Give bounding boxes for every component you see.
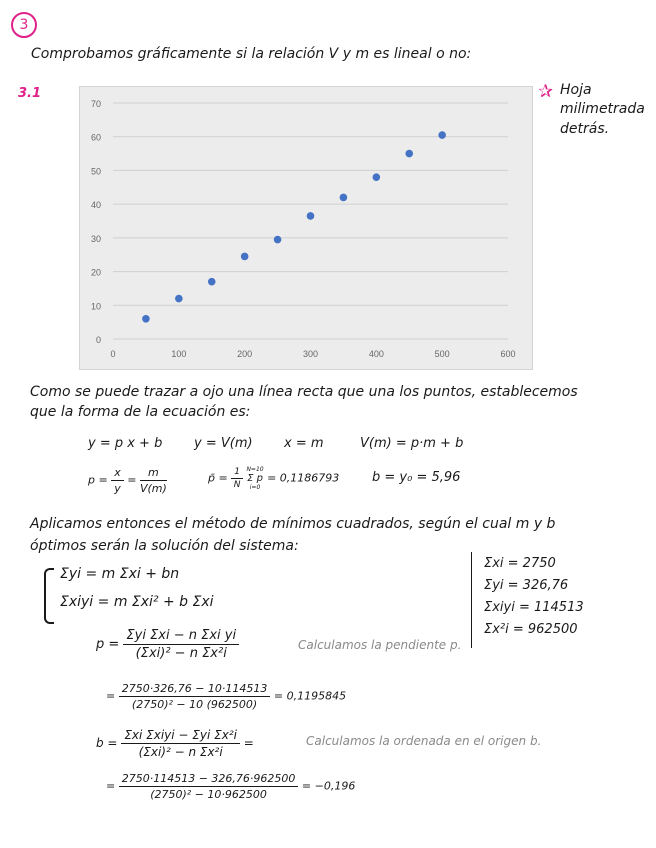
data-point xyxy=(241,253,249,261)
b-calc-den: (2750)² − 10·962500 xyxy=(150,788,267,801)
y-tick-label: 60 xyxy=(90,132,101,143)
section-number: 3 xyxy=(11,12,37,38)
b-calc-frac xyxy=(119,772,299,801)
y-tick-label: 70 xyxy=(90,99,101,109)
x-tick-label: 100 xyxy=(171,349,187,359)
sum-xiyi: Σxiyi = 114513 xyxy=(484,600,584,615)
b-calc-num: 2750·114513 − 326,76·962500 xyxy=(119,772,299,787)
eq-pbar-row xyxy=(208,466,339,491)
eq-pbar-sum: Σ p xyxy=(247,473,263,484)
data-point xyxy=(175,295,183,303)
p-calc-eq: = xyxy=(106,689,116,703)
eq-p-frac1 xyxy=(111,466,124,495)
para1-line2: que la forma de la ecuación es: xyxy=(30,404,251,420)
eq-pbar-coef-den: N xyxy=(233,480,241,490)
eq-x: x = m xyxy=(284,436,324,451)
side-note-line1: Hoja xyxy=(560,82,592,98)
system-row2: Σxiyi = m Σxi² + b Σxi xyxy=(60,594,214,610)
eq-pbar-bottom: i=0 xyxy=(249,484,261,491)
data-point xyxy=(405,150,413,158)
b-formula-num: Σxi Σxiyi − Σyi Σx²i xyxy=(121,728,240,744)
p-formula-frac xyxy=(123,628,239,661)
para2-line2: óptimos serán la solución del sistema: xyxy=(30,538,299,554)
para1-line1: Como se puede trazar a ojo una línea recta que una los puntos, establecemos xyxy=(30,384,578,400)
eq-p-row xyxy=(88,466,167,495)
p-formula-note: Calculamos la pendiente p. xyxy=(298,638,462,652)
subsection-label: 3.1 xyxy=(18,86,42,101)
b-formula-note: Calculamos la ordenada en el origen b. xyxy=(306,734,542,748)
data-point xyxy=(340,194,348,202)
eq-pbar-coef-num: 1 xyxy=(231,467,243,479)
y-tick-label: 50 xyxy=(90,166,101,177)
p-formula-lhs: p = xyxy=(96,637,120,652)
sum-yi: Σyi = 326,76 xyxy=(484,578,569,593)
star-icon: ✰ xyxy=(538,81,554,102)
y-tick-label: 10 xyxy=(90,301,101,312)
data-point xyxy=(274,236,282,244)
p-calc-row xyxy=(106,682,346,711)
chart-canvas xyxy=(80,87,532,369)
eq-p-eq: = xyxy=(127,473,137,487)
p-calc-den: (2750)² − 10 (962500) xyxy=(131,698,258,711)
data-point xyxy=(142,315,150,323)
eq-b-expr: b = y₀ = 5,96 xyxy=(372,470,461,485)
system-row1: Σyi = m Σxi + bn xyxy=(60,566,180,582)
eq-y: y = V(m) xyxy=(194,436,253,451)
eq-linear: y = p x + b xyxy=(88,436,163,451)
y-tick-label: 40 xyxy=(90,200,101,211)
b-formula-row xyxy=(96,728,254,759)
data-point xyxy=(208,278,216,286)
heading: Comprobamos gráficamente si la relación V y m es lineal o no: xyxy=(31,46,472,62)
p-calc-result: = 0,1195845 xyxy=(273,689,347,703)
sums-divider xyxy=(471,552,472,648)
p-formula-num: Σyi Σxi − n Σxi yi xyxy=(123,628,239,645)
b-calc-eq: = xyxy=(106,779,116,793)
para2-line1: Aplicamos entonces el método de mínimos cuadrados, según el cual m y b xyxy=(30,516,556,532)
eq-pbar-coef xyxy=(231,467,243,490)
eq-pbar-top: N=10 xyxy=(246,466,264,473)
eq-p-lhs: p = xyxy=(88,473,108,487)
side-note-line3: detrás. xyxy=(560,121,610,137)
p-calc-frac xyxy=(119,682,271,711)
system-brace xyxy=(44,568,54,624)
x-tick-label: 300 xyxy=(302,349,319,359)
b-calc-result: = −0,196 xyxy=(301,779,356,793)
x-tick-label: 0 xyxy=(110,349,116,359)
p-formula-row xyxy=(96,628,239,661)
eq-pbar-val: = 0,1186793 xyxy=(267,471,340,485)
p-calc-num: 2750·326,76 − 10·114513 xyxy=(119,682,271,697)
x-tick-label: 400 xyxy=(368,349,384,359)
x-tick-label: 600 xyxy=(500,349,516,359)
b-calc-row xyxy=(106,772,355,801)
p-formula-den: (Σxi)² − n Σx²i xyxy=(135,646,227,661)
eq-pbar-sum-block xyxy=(246,466,263,491)
sum-xi: Σxi = 2750 xyxy=(484,556,556,571)
eq-vm: V(m) = p·m + b xyxy=(360,436,464,451)
side-note-line2: milimetrada xyxy=(560,101,645,117)
eq-p-num2: m xyxy=(140,466,167,481)
y-tick-label: 20 xyxy=(90,267,101,278)
eq-p-den2: V(m) xyxy=(139,482,167,495)
y-tick-label: 30 xyxy=(90,233,101,244)
scatter-chart xyxy=(79,86,533,370)
x-tick-label: 500 xyxy=(434,349,450,359)
eq-pbar-lhs: p̄ = xyxy=(208,471,228,485)
b-formula-frac xyxy=(121,728,240,759)
data-point xyxy=(307,212,315,220)
x-tick-label: 200 xyxy=(237,349,253,359)
eq-p-frac2 xyxy=(140,466,167,495)
b-formula-den: (Σxi)² − n Σx²i xyxy=(138,745,223,759)
b-formula-eq-mark: = xyxy=(243,736,254,750)
y-tick-label: 0 xyxy=(95,335,101,345)
eq-p-num1: x xyxy=(111,466,124,481)
sum-x2i: Σx²i = 962500 xyxy=(484,622,578,637)
data-point xyxy=(373,173,381,181)
eq-p-den1: y xyxy=(114,482,121,495)
b-formula-lhs: b = xyxy=(96,736,118,750)
data-point xyxy=(438,131,446,139)
